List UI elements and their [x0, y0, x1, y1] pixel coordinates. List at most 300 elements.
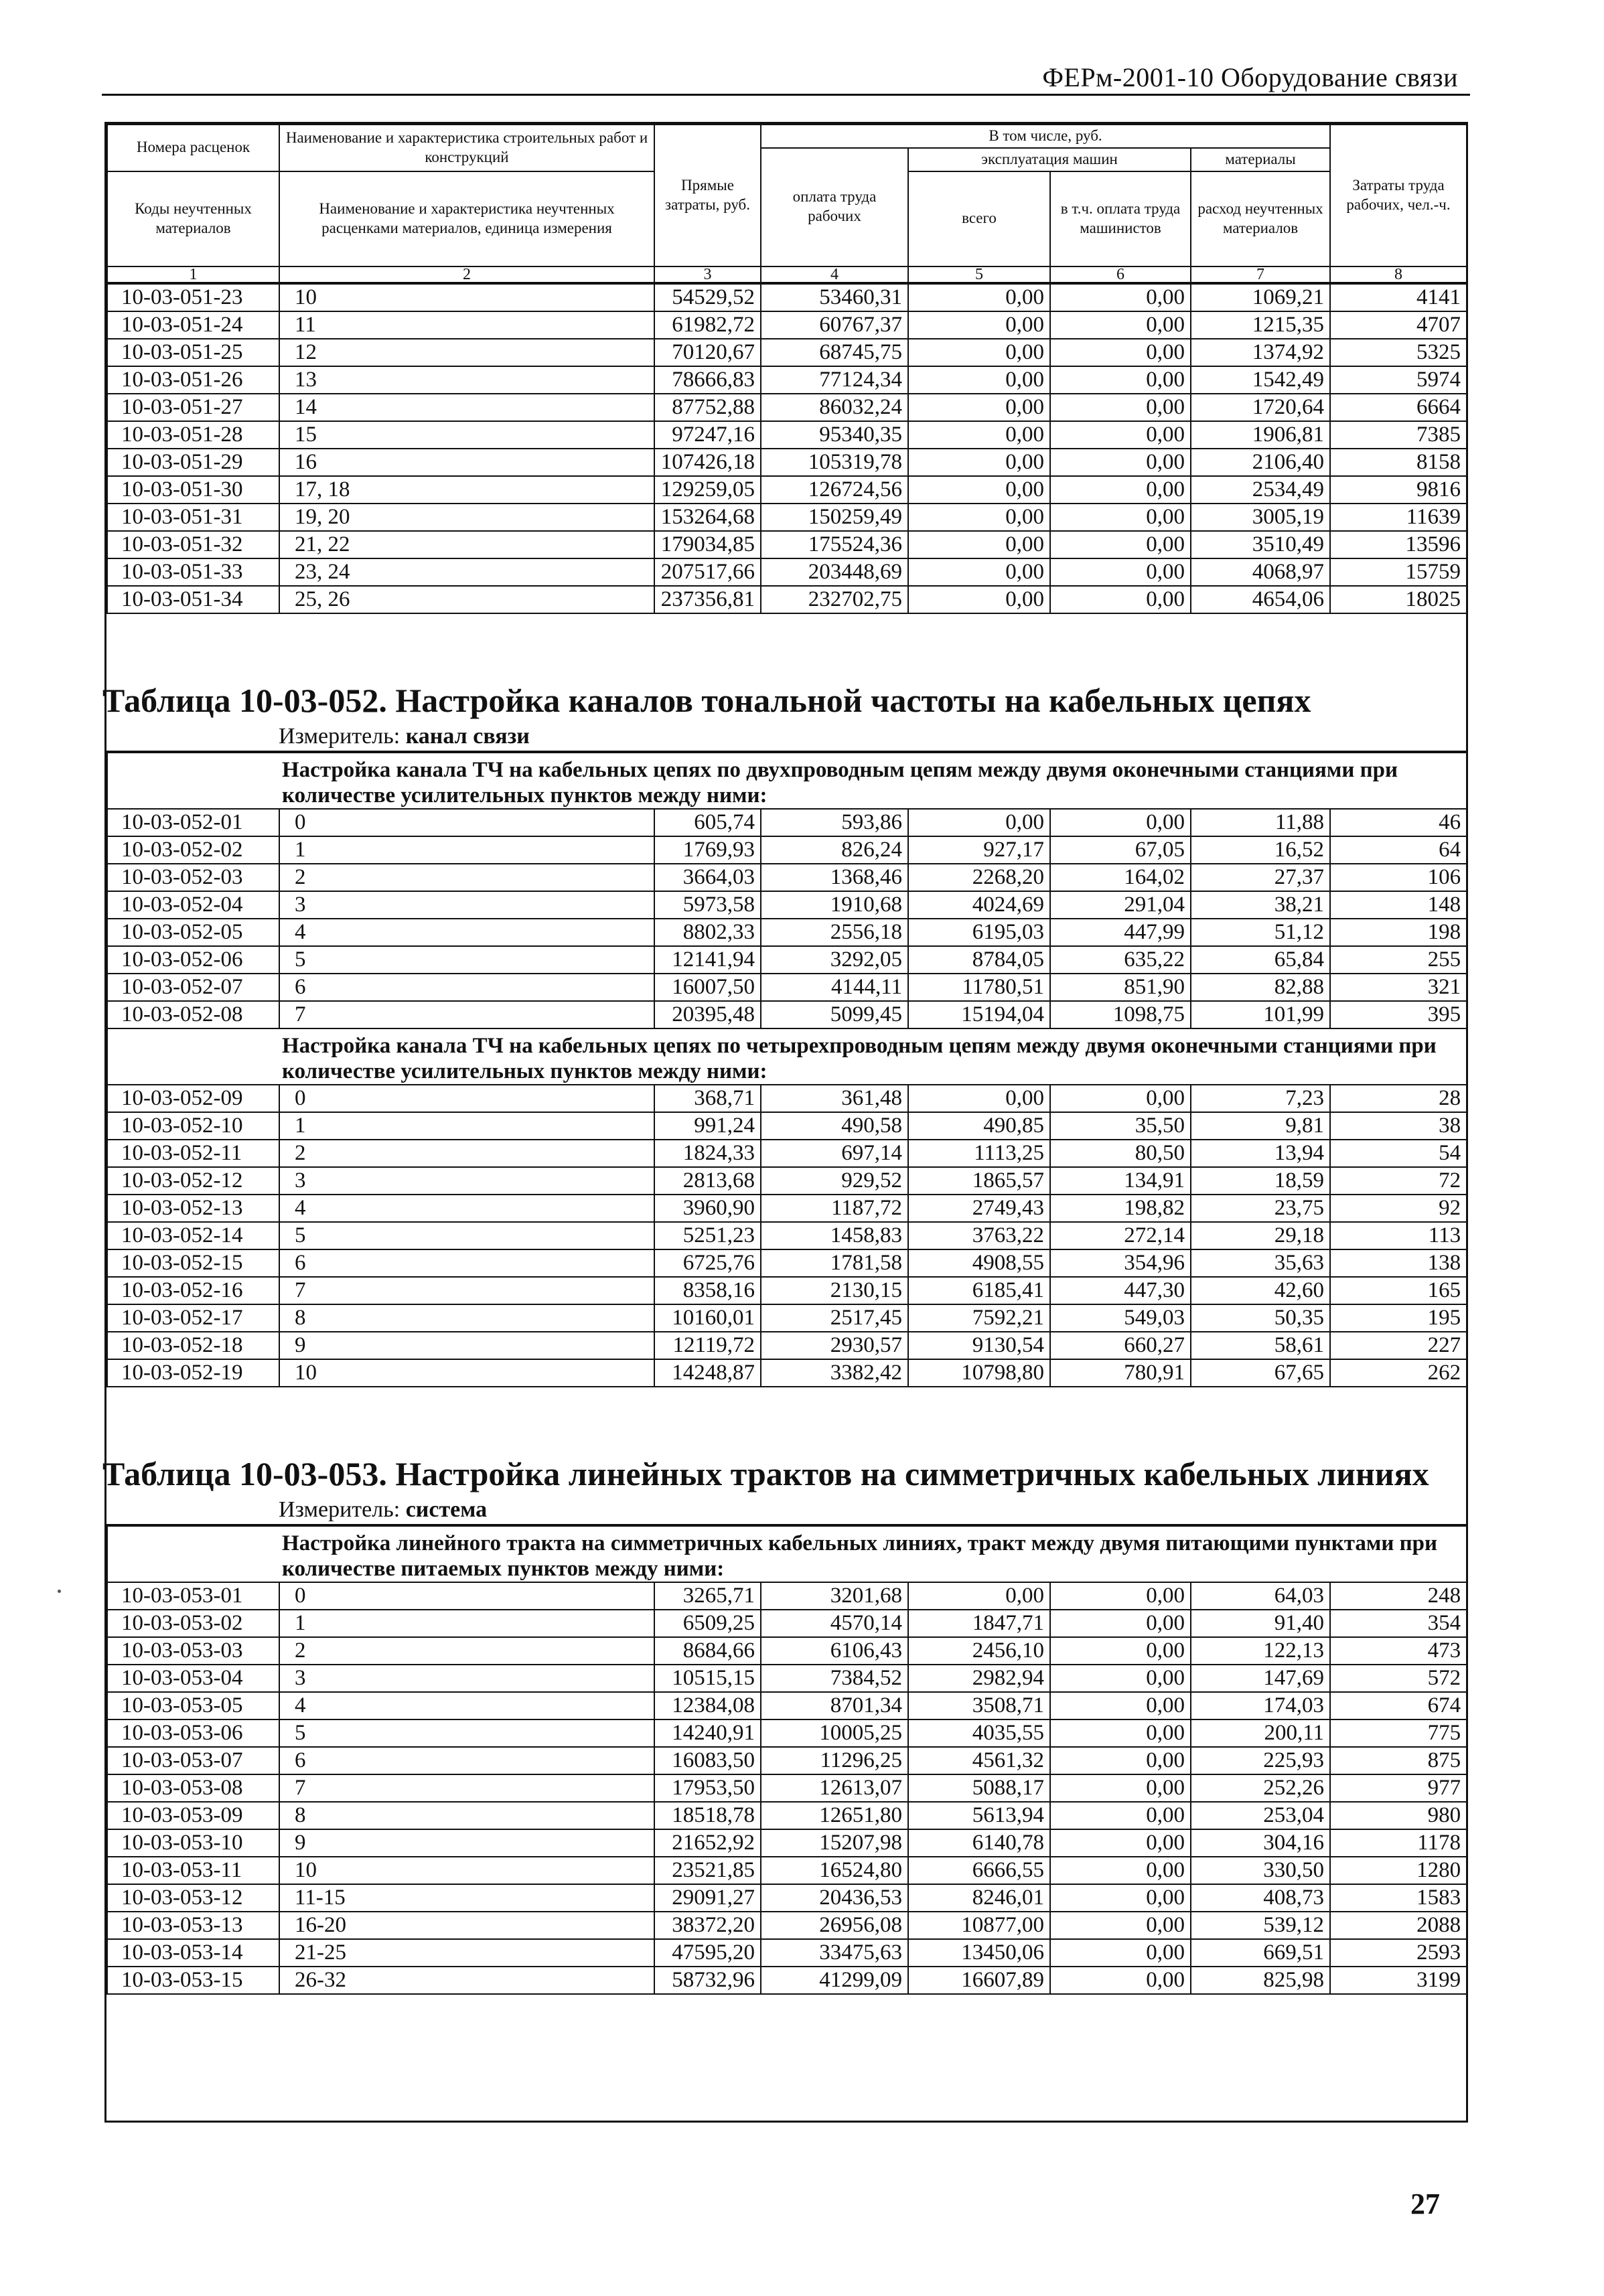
- value-cell: 0,00: [1050, 586, 1191, 613]
- value-cell: 1720,64: [1191, 394, 1330, 421]
- value-cell: 395: [1330, 1001, 1467, 1028]
- rate-code-cell: 10-03-053-06: [107, 1719, 279, 1747]
- value-cell: 5088,17: [908, 1774, 1050, 1802]
- section-subtitle: Настройка канала ТЧ на кабельных цепях по четырехпроводным цепям между двумя оконечными станциями при количестве усилительных пунктов между ними:: [279, 1028, 1467, 1085]
- value-cell: 4068,97: [1191, 558, 1330, 586]
- rate-name-cell: 3: [279, 1665, 654, 1692]
- value-cell: 0,00: [908, 284, 1050, 311]
- rate-name-cell: 6: [279, 974, 654, 1001]
- value-cell: 660,27: [1050, 1332, 1191, 1359]
- value-cell: 0,00: [1050, 531, 1191, 558]
- value-cell: 875: [1330, 1747, 1467, 1774]
- col1-top-header: Номера расценок: [107, 125, 279, 171]
- rate-code-cell: 10-03-052-13: [107, 1195, 279, 1222]
- value-cell: 929,52: [761, 1167, 908, 1195]
- value-cell: 0,00: [1050, 558, 1191, 586]
- rate-name-cell: 5: [279, 1719, 654, 1747]
- value-cell: 0,00: [1050, 1692, 1191, 1719]
- table-row: [107, 1304, 1467, 1332]
- col-number: 5: [908, 266, 1050, 283]
- col8-header: Затраты труда рабочих, чел.-ч.: [1330, 125, 1467, 266]
- value-cell: 4908,55: [908, 1249, 1050, 1277]
- rate-name-cell: 16: [279, 449, 654, 476]
- value-cell: 227: [1330, 1332, 1467, 1359]
- value-cell: 977: [1330, 1774, 1467, 1802]
- rate-code-cell: 10-03-051-28: [107, 421, 279, 449]
- rate-code-cell: 10-03-052-04: [107, 891, 279, 919]
- rate-name-cell: 14: [279, 394, 654, 421]
- value-cell: 107426,18: [654, 449, 761, 476]
- rate-code-cell: 10-03-052-19: [107, 1359, 279, 1387]
- rate-code-cell: 10-03-052-01: [107, 809, 279, 836]
- value-cell: 272,14: [1050, 1222, 1191, 1249]
- value-cell: 97247,16: [654, 421, 761, 449]
- value-cell: 21652,92: [654, 1829, 761, 1857]
- table-row: [107, 1222, 1467, 1249]
- group-machines-header: эксплуатация машин: [908, 148, 1191, 171]
- value-cell: 255: [1330, 946, 1467, 974]
- rate-name-cell: 1: [279, 836, 654, 864]
- value-cell: 252,26: [1191, 1774, 1330, 1802]
- rate-name-cell: 8: [279, 1304, 654, 1332]
- value-cell: 54: [1330, 1140, 1467, 1167]
- rate-code-cell: 10-03-052-06: [107, 946, 279, 974]
- value-cell: 60767,37: [761, 311, 908, 339]
- value-cell: 1906,81: [1191, 421, 1330, 449]
- table-row: [107, 946, 1467, 974]
- table-052-unit: [279, 724, 530, 749]
- value-cell: 0,00: [1050, 1747, 1191, 1774]
- value-cell: 368,71: [654, 1085, 761, 1112]
- value-cell: 1769,93: [654, 836, 761, 864]
- value-cell: 64: [1330, 836, 1467, 864]
- table-row: [107, 1359, 1467, 1387]
- value-cell: 8684,66: [654, 1637, 761, 1665]
- unit-value: канал связи: [405, 723, 530, 749]
- value-cell: 4024,69: [908, 891, 1050, 919]
- value-cell: 95340,35: [761, 421, 908, 449]
- value-cell: 9130,54: [908, 1332, 1050, 1359]
- value-cell: 38,21: [1191, 891, 1330, 919]
- table-row: [107, 1582, 1467, 1610]
- value-cell: 0,00: [908, 394, 1050, 421]
- value-cell: 10877,00: [908, 1912, 1050, 1939]
- value-cell: 11780,51: [908, 974, 1050, 1001]
- value-cell: 0,00: [1050, 1884, 1191, 1912]
- scan-speck: [58, 1590, 61, 1593]
- value-cell: 42,60: [1191, 1277, 1330, 1304]
- rate-name-cell: 4: [279, 919, 654, 946]
- value-cell: 991,24: [654, 1112, 761, 1140]
- rate-name-cell: 21, 22: [279, 531, 654, 558]
- value-cell: 851,90: [1050, 974, 1191, 1001]
- rate-name-cell: 10: [279, 1857, 654, 1884]
- rate-name-cell: 7: [279, 1774, 654, 1802]
- value-cell: 18,59: [1191, 1167, 1330, 1195]
- value-cell: 5973,58: [654, 891, 761, 919]
- rate-name-cell: 11: [279, 311, 654, 339]
- value-cell: 12384,08: [654, 1692, 761, 1719]
- value-cell: 3763,22: [908, 1222, 1050, 1249]
- page-header: ФЕРм-2001-10 Оборудование связи: [1042, 62, 1458, 92]
- value-cell: 0,00: [1050, 1967, 1191, 1994]
- value-cell: 0,00: [908, 504, 1050, 531]
- rate-name-cell: 10: [279, 1359, 654, 1387]
- value-cell: 0,00: [1050, 476, 1191, 504]
- value-cell: 635,22: [1050, 946, 1191, 974]
- value-cell: 674: [1330, 1692, 1467, 1719]
- value-cell: 8784,05: [908, 946, 1050, 974]
- value-cell: 5325: [1330, 339, 1467, 366]
- value-cell: 5251,23: [654, 1222, 761, 1249]
- value-cell: 3510,49: [1191, 531, 1330, 558]
- value-cell: 51,12: [1191, 919, 1330, 946]
- value-cell: 2534,49: [1191, 476, 1330, 504]
- rate-code-cell: 10-03-052-08: [107, 1001, 279, 1028]
- table-row: [107, 1665, 1467, 1692]
- col-number: 8: [1330, 266, 1467, 283]
- value-cell: 0,00: [1050, 284, 1191, 311]
- table-row: [107, 1249, 1467, 1277]
- rate-code-cell: 10-03-052-02: [107, 836, 279, 864]
- rate-code-cell: 10-03-053-03: [107, 1637, 279, 1665]
- table-row: [107, 586, 1467, 613]
- value-cell: 18518,78: [654, 1802, 761, 1829]
- rate-code-cell: 10-03-052-14: [107, 1222, 279, 1249]
- rate-name-cell: 7: [279, 1001, 654, 1028]
- rate-name-cell: 2: [279, 864, 654, 891]
- value-cell: 572: [1330, 1665, 1467, 1692]
- value-cell: 12613,07: [761, 1774, 908, 1802]
- value-cell: 14248,87: [654, 1359, 761, 1387]
- rate-name-cell: 10: [279, 284, 654, 311]
- value-cell: 153264,68: [654, 504, 761, 531]
- value-cell: 78666,83: [654, 366, 761, 394]
- value-cell: 7,23: [1191, 1085, 1330, 1112]
- value-cell: 2106,40: [1191, 449, 1330, 476]
- value-cell: 16524,80: [761, 1857, 908, 1884]
- table-row: [107, 1719, 1467, 1747]
- value-cell: 3664,03: [654, 864, 761, 891]
- value-cell: 0,00: [1050, 311, 1191, 339]
- table-052-section: [102, 664, 1466, 1387]
- rate-name-cell: 13: [279, 366, 654, 394]
- value-cell: 11,88: [1191, 809, 1330, 836]
- value-cell: 248: [1330, 1582, 1467, 1610]
- value-cell: 1113,25: [908, 1140, 1050, 1167]
- value-cell: 27,37: [1191, 864, 1330, 891]
- value-cell: 8701,34: [761, 1692, 908, 1719]
- table-row: [107, 836, 1467, 864]
- subtitle-spacer: [107, 1526, 279, 1582]
- value-cell: 92: [1330, 1195, 1467, 1222]
- value-cell: 82,88: [1191, 974, 1330, 1001]
- col-number: 3: [654, 266, 761, 283]
- value-cell: 6725,76: [654, 1249, 761, 1277]
- value-cell: 58,61: [1191, 1332, 1330, 1359]
- value-cell: 16607,89: [908, 1967, 1050, 1994]
- value-cell: 0,00: [1050, 1637, 1191, 1665]
- table-053-unit-row: [106, 1489, 1466, 1525]
- rate-code-cell: 10-03-053-11: [107, 1857, 279, 1884]
- value-cell: 9816: [1330, 476, 1467, 504]
- value-cell: 58732,96: [654, 1967, 761, 1994]
- table-row: [107, 1332, 1467, 1359]
- value-cell: 2982,94: [908, 1665, 1050, 1692]
- table-row: [107, 1692, 1467, 1719]
- value-cell: 447,30: [1050, 1277, 1191, 1304]
- value-cell: 2930,57: [761, 1332, 908, 1359]
- value-cell: 0,00: [908, 809, 1050, 836]
- value-cell: 10160,01: [654, 1304, 761, 1332]
- value-cell: 147,69: [1191, 1665, 1330, 1692]
- value-cell: 1781,58: [761, 1249, 908, 1277]
- section-subtitle-row: [107, 1526, 1467, 1582]
- value-cell: 165: [1330, 1277, 1467, 1304]
- rate-code-cell: 10-03-051-27: [107, 394, 279, 421]
- value-cell: 50,35: [1191, 1304, 1330, 1332]
- value-cell: 35,63: [1191, 1249, 1330, 1277]
- table-row: [107, 558, 1467, 586]
- value-cell: 12119,72: [654, 1332, 761, 1359]
- value-cell: 1368,46: [761, 864, 908, 891]
- value-cell: 67,05: [1050, 836, 1191, 864]
- value-cell: 91,40: [1191, 1610, 1330, 1637]
- value-cell: 12651,80: [761, 1802, 908, 1829]
- value-cell: 1865,57: [908, 1167, 1050, 1195]
- value-cell: 2268,20: [908, 864, 1050, 891]
- rate-code-cell: 10-03-053-01: [107, 1582, 279, 1610]
- table-052-rows: [106, 752, 1467, 1387]
- value-cell: 10798,80: [908, 1359, 1050, 1387]
- value-cell: 11296,25: [761, 1747, 908, 1774]
- value-cell: 7592,21: [908, 1304, 1050, 1332]
- rate-code-cell: 10-03-053-09: [107, 1802, 279, 1829]
- value-cell: 13596: [1330, 531, 1467, 558]
- rate-name-cell: 21-25: [279, 1939, 654, 1967]
- table-row: [107, 476, 1467, 504]
- value-cell: 1847,71: [908, 1610, 1050, 1637]
- value-cell: 20395,48: [654, 1001, 761, 1028]
- rate-name-cell: 12: [279, 339, 654, 366]
- col1-bottom-header: Коды неучтенных материалов: [107, 171, 279, 266]
- rate-name-cell: 23, 24: [279, 558, 654, 586]
- value-cell: 0,00: [908, 366, 1050, 394]
- value-cell: 291,04: [1050, 891, 1191, 919]
- table-row: [107, 1610, 1467, 1637]
- table-row: [107, 1085, 1467, 1112]
- rate-name-cell: 9: [279, 1332, 654, 1359]
- rate-code-cell: 10-03-052-15: [107, 1249, 279, 1277]
- value-cell: 53460,31: [761, 284, 908, 311]
- value-cell: 0,00: [1050, 1912, 1191, 1939]
- rate-code-cell: 10-03-053-02: [107, 1610, 279, 1637]
- col-number: 7: [1191, 266, 1330, 283]
- value-cell: 0,00: [908, 1582, 1050, 1610]
- value-cell: 3292,05: [761, 946, 908, 974]
- rate-name-cell: 26-32: [279, 1967, 654, 1994]
- col6-header: в т.ч. оплата труда машинистов: [1050, 171, 1191, 266]
- col2-bottom-header: Наименование и характеристика неучтенных расценками материалов, единица измерения: [279, 171, 654, 266]
- value-cell: 64,03: [1191, 1582, 1330, 1610]
- value-cell: 253,04: [1191, 1802, 1330, 1829]
- page-number: 27: [1410, 2188, 1440, 2220]
- value-cell: 198,82: [1050, 1195, 1191, 1222]
- value-cell: 18025: [1330, 586, 1467, 613]
- col-number: 1: [107, 266, 279, 283]
- value-cell: 4144,11: [761, 974, 908, 1001]
- table-row: [107, 1167, 1467, 1195]
- table-row: [107, 311, 1467, 339]
- value-cell: 2813,68: [654, 1167, 761, 1195]
- table-row: [107, 864, 1467, 891]
- value-cell: 605,74: [654, 809, 761, 836]
- value-cell: 0,00: [908, 311, 1050, 339]
- value-cell: 0,00: [1050, 504, 1191, 531]
- value-cell: 6106,43: [761, 1637, 908, 1665]
- rate-name-cell: 4: [279, 1195, 654, 1222]
- table-row: [107, 1637, 1467, 1665]
- value-cell: 122,13: [1191, 1637, 1330, 1665]
- rate-name-cell: 7: [279, 1277, 654, 1304]
- rate-code-cell: 10-03-051-26: [107, 366, 279, 394]
- table-row: [107, 504, 1467, 531]
- value-cell: 232702,75: [761, 586, 908, 613]
- rate-name-cell: 1: [279, 1112, 654, 1140]
- value-cell: 2088: [1330, 1912, 1467, 1939]
- value-cell: 4141: [1330, 284, 1467, 311]
- section-gap: [106, 1387, 1466, 1437]
- value-cell: 7384,52: [761, 1665, 908, 1692]
- rate-code-cell: 10-03-053-12: [107, 1884, 279, 1912]
- value-cell: 775: [1330, 1719, 1467, 1747]
- value-cell: 2593: [1330, 1939, 1467, 1967]
- table-052-title: Таблица 10-03-052. Настройка каналов тональной частоты на кабельных цепях: [102, 681, 1311, 719]
- value-cell: 38372,20: [654, 1912, 761, 1939]
- value-cell: 825,98: [1191, 1967, 1330, 1994]
- value-cell: 35,50: [1050, 1112, 1191, 1140]
- value-cell: 198: [1330, 919, 1467, 946]
- value-cell: 0,00: [1050, 1939, 1191, 1967]
- value-cell: 164,02: [1050, 864, 1191, 891]
- value-cell: 4654,06: [1191, 586, 1330, 613]
- table-row: [107, 1829, 1467, 1857]
- value-cell: 0,00: [1050, 449, 1191, 476]
- rate-code-cell: 10-03-051-32: [107, 531, 279, 558]
- value-cell: 70120,67: [654, 339, 761, 366]
- rate-name-cell: 17, 18: [279, 476, 654, 504]
- rate-code-cell: 10-03-052-18: [107, 1332, 279, 1359]
- value-cell: 28: [1330, 1085, 1467, 1112]
- value-cell: 0,00: [1050, 1829, 1191, 1857]
- value-cell: 780,91: [1050, 1359, 1191, 1387]
- rate-name-cell: 8: [279, 1802, 654, 1829]
- rate-code-cell: 10-03-052-17: [107, 1304, 279, 1332]
- rate-code-cell: 10-03-052-05: [107, 919, 279, 946]
- table-row: [107, 339, 1467, 366]
- value-cell: 1178: [1330, 1829, 1467, 1857]
- value-cell: 106: [1330, 864, 1467, 891]
- rate-code-cell: 10-03-052-07: [107, 974, 279, 1001]
- value-cell: 0,00: [908, 339, 1050, 366]
- section-gap: [106, 614, 1466, 664]
- value-cell: 0,00: [1050, 421, 1191, 449]
- table-row: [107, 1912, 1467, 1939]
- value-cell: 179034,85: [654, 531, 761, 558]
- value-cell: 697,14: [761, 1140, 908, 1167]
- table-row: [107, 1001, 1467, 1028]
- value-cell: 29,18: [1191, 1222, 1330, 1249]
- rate-name-cell: 4: [279, 1692, 654, 1719]
- value-cell: 14240,91: [654, 1719, 761, 1747]
- value-cell: 41299,09: [761, 1967, 908, 1994]
- value-cell: 354: [1330, 1610, 1467, 1637]
- value-cell: 80,50: [1050, 1140, 1191, 1167]
- value-cell: 6666,55: [908, 1857, 1050, 1884]
- value-cell: 539,12: [1191, 1912, 1330, 1939]
- value-cell: 65,84: [1191, 946, 1330, 974]
- value-cell: 113: [1330, 1222, 1467, 1249]
- value-cell: 67,65: [1191, 1359, 1330, 1387]
- value-cell: 16007,50: [654, 974, 761, 1001]
- value-cell: 0,00: [908, 1085, 1050, 1112]
- rate-code-cell: 10-03-053-15: [107, 1967, 279, 1994]
- value-cell: 826,24: [761, 836, 908, 864]
- value-cell: 2556,18: [761, 919, 908, 946]
- value-cell: 207517,66: [654, 558, 761, 586]
- rate-name-cell: 25, 26: [279, 586, 654, 613]
- value-cell: 408,73: [1191, 1884, 1330, 1912]
- value-cell: 148: [1330, 891, 1467, 919]
- value-cell: 138: [1330, 1249, 1467, 1277]
- value-cell: 15759: [1330, 558, 1467, 586]
- value-cell: 13,94: [1191, 1140, 1330, 1167]
- rate-code-cell: 10-03-051-24: [107, 311, 279, 339]
- value-cell: 174,03: [1191, 1692, 1330, 1719]
- table-row: [107, 394, 1467, 421]
- value-cell: 6664: [1330, 394, 1467, 421]
- rate-code-cell: 10-03-053-14: [107, 1939, 279, 1967]
- value-cell: 5974: [1330, 366, 1467, 394]
- value-cell: 0,00: [908, 558, 1050, 586]
- rate-code-cell: 10-03-051-31: [107, 504, 279, 531]
- value-cell: 3508,71: [908, 1692, 1050, 1719]
- unit-value: система: [405, 1497, 488, 1522]
- col2-top-header: Наименование и характеристика строительных работ и конструкций: [279, 125, 654, 171]
- value-cell: 46: [1330, 809, 1467, 836]
- value-cell: 8802,33: [654, 919, 761, 946]
- table-row: [107, 1195, 1467, 1222]
- value-cell: 0,00: [908, 476, 1050, 504]
- value-cell: 15194,04: [908, 1001, 1050, 1028]
- table-row: [107, 531, 1467, 558]
- value-cell: 15207,98: [761, 1829, 908, 1857]
- value-cell: 6509,25: [654, 1610, 761, 1637]
- value-cell: 262: [1330, 1359, 1467, 1387]
- rate-name-cell: 5: [279, 946, 654, 974]
- value-cell: 1215,35: [1191, 311, 1330, 339]
- value-cell: 150259,49: [761, 504, 908, 531]
- rate-name-cell: 19, 20: [279, 504, 654, 531]
- table-row: [107, 1112, 1467, 1140]
- value-cell: 33475,63: [761, 1939, 908, 1967]
- header-rule: [102, 94, 1470, 96]
- value-cell: 0,00: [1050, 1719, 1191, 1747]
- value-cell: 927,17: [908, 836, 1050, 864]
- rate-code-cell: 10-03-052-11: [107, 1140, 279, 1167]
- value-cell: 26956,08: [761, 1912, 908, 1939]
- rate-code-cell: 10-03-053-04: [107, 1665, 279, 1692]
